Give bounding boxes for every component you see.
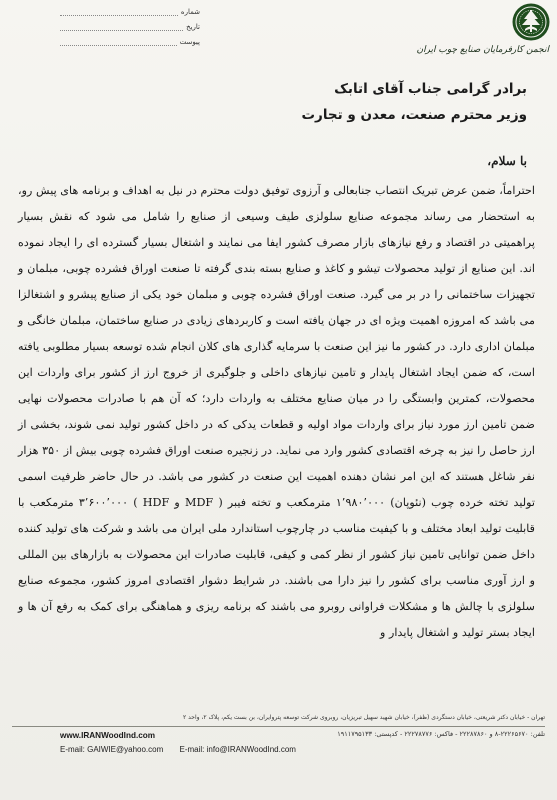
footer-address: تهران - خیابان دکتر شریعتی، خیابان دستگردی (ظفر)، خیابان شهید سهیل تبریزیان، روبروی شرکت توسعه پتروایران، بن بست یکم، پلاک ۲، واحد ۲ [183,714,545,721]
ref-attachment-label: پیوست [179,38,200,46]
reference-fields [60,4,200,49]
ref-attachment-line [60,38,177,46]
ref-attachment-row [60,34,200,46]
footer-email-yahoo[interactable]: E-mail: GAIWIE@yahoo.com [60,745,164,754]
footer-website-link[interactable]: www.IRANWoodInd.com [60,731,156,740]
letter-footer [0,712,557,800]
addressee-title: وزیر محترم صنعت، معدن و تجارت [301,107,527,123]
footer-emails [60,745,530,754]
ref-date-row [60,19,200,31]
organization-name: انجمن کارفرمایان صنایع چوب ایران [416,45,549,55]
ref-number-row [60,4,200,16]
letterhead [0,0,557,70]
letter-body-paragraph: احتراماً، ضمن عرض تبریک انتصاب جنابعالی و آرزوی توفیق دولت محترم در نیل به اهداف و برنامه های پیش رو، به استحضار می رساند مجموعه صنایع سلولزی طیف وسیعی از صنایع را شامل می شود که نقش بسیار پراهمیتی در اقتصاد و رفع نیازهای بازار مصرف کشور ایفا می نمایند و اشتغال بسیار گسترده ای را ایجاد نموده اند. این صنایع از تولید محصولات تیشو و کاغذ و صنایع بسته بندی گرفته تا صنعت اوراق فشرده چوبی، مبلمان و تجهیزات ساختمانی را در بر می گیرد. صنعت اوراق فشرده چوبی و مبلمان خود یکی از صنایع پیشرو و اشتغالزا می باشد که امروزه اهمیت ویژه ای در جهان یافته است و کاربردهای زیادی در صنایع ساختمان، مبلمان خانگی و مبلمان اداری دارد. در کشور ما نیز این صنعت با سرمایه گذاری های کلان انجام شده توسعه بسیار مطلوبی یافته است، که ضمن ایجاد اشتغال پایدار و تامین نیازهای داخلی و جلوگیری از خروج ارز از کشور برای واردات این محصولات، کمترین وابستگی را در میان صنایع مختلف به واردات دارد؛ که آن هم با صادرات محصولات نهایی ضمن تامین ارز مورد نیاز برای واردات مواد اولیه و قطعات یدکی که در داخل کشور تولید نمی شوند، بخشی از ارز حاصل را نیز به چرخه اقتصادی کشور وارد می نماید. در زنجیره صنعت اوراق فشرده چوبی بیش از ۳۵۰ هزار نفر شاغل هستند که این امر نشان دهنده اهمیت این صنعت در کشور می باشد. در حال حاضر ظرفیت اسمی تولید تخته خرده چوب (نئوپان) ۱٬۹۸۰٬۰۰۰ مترمکعب و تخته فیبر ( MDF و HDF ) ۳٬۶۰۰٬۰۰۰ مترمکعب با قابلیت تولید ابعاد مختلف و با کیفیت مناسب در چارچوب استاندارد ملی ایران می باشد و شرکت های تولید کننده داخل ضمن توانایی تامین نیاز کشور از نظر کمی و کیفی، قابلیت صادرات این محصولات به بازارهای بین المللی و ارز آوری مناسب برای کشور را نیز دارا می باشند. در شرایط دشوار اقتصادی امروز کشور، مجموعه صنایع سلولزی با چالش ها و مشکلات فراوانی روبرو می باشند که برنامه ریزی و هماهنگی برای کمک به رفع آن ها و ایجاد بستر تولید و اشتغال پایدار و [18,184,536,639]
association-logo-icon [511,2,551,42]
footer-phones: تلفن: ۲۲۲۶۵۶۷۰-۸ و ۲۲۲۸۷۸۶۰ - فاکس: ۲۲۲۷۸۷۷۶ - کدپستی: ۱۹۱۱۷۹۵۱۳۳ [337,730,545,738]
ref-date-line [60,23,183,31]
footer-divider [12,726,545,727]
letter-body [18,178,536,639]
footer-email-info[interactable]: E-mail: info@IRANWoodInd.com [179,745,296,754]
greeting: با سلام، [487,154,527,168]
ref-number-label: شماره [180,8,200,16]
ref-date-label: تاریخ [186,23,200,31]
addressee-name: برادر گرامی جناب آقای اتابک [334,81,527,97]
ref-number-line [60,8,178,16]
addressee-block [147,76,527,128]
